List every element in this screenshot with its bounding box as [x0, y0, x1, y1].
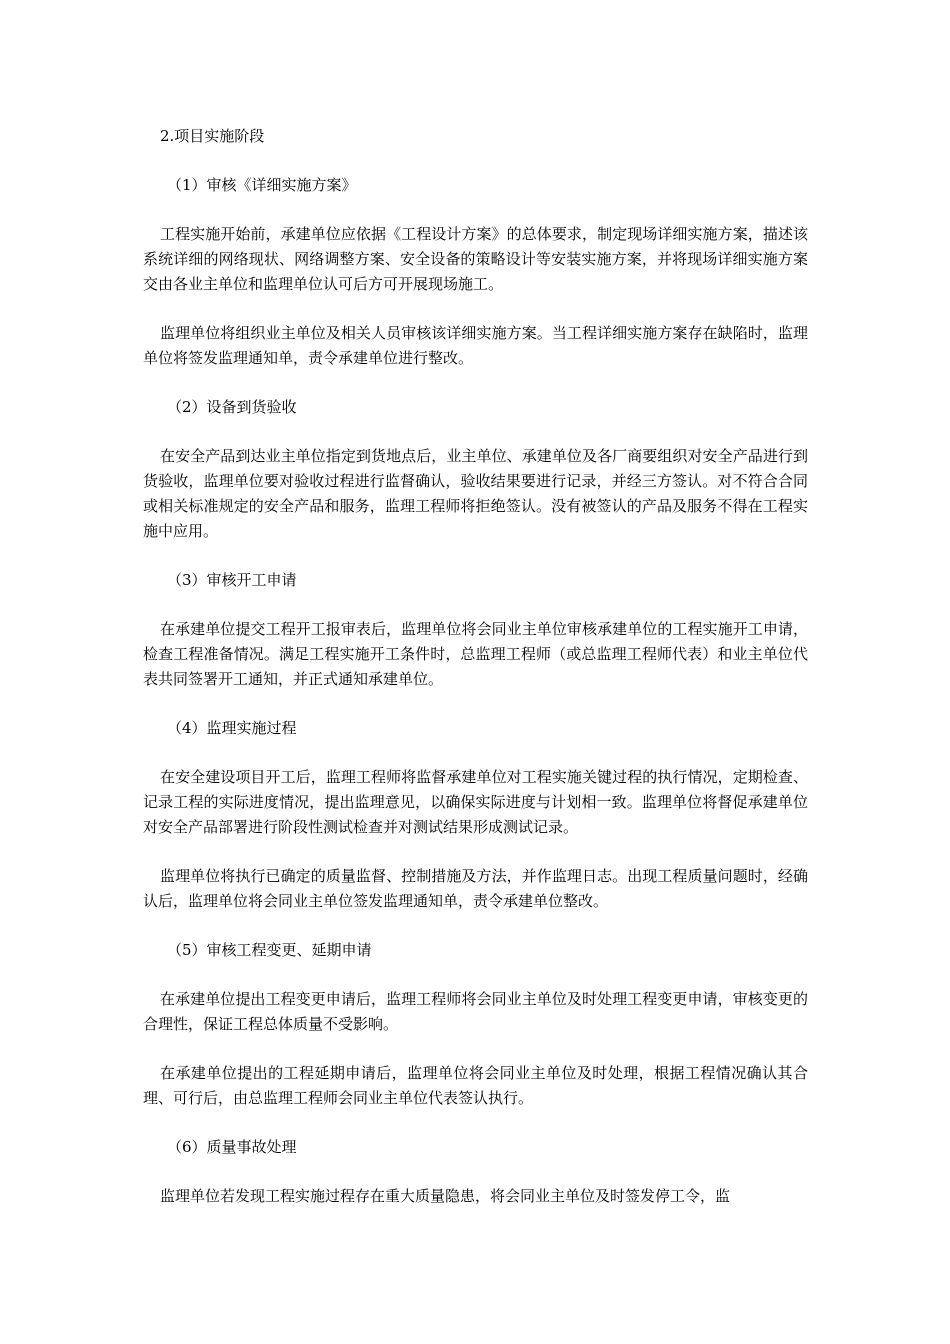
- spacer: [143, 198, 808, 222]
- subheading-6: （6）质量事故处理: [167, 1138, 297, 1156]
- spacer: [143, 593, 808, 617]
- subheading-4: （4）监理实施过程: [167, 719, 297, 737]
- spacer: [143, 149, 808, 173]
- paragraph: 在承建单位提交工程开工报审表后，监理单位将会同业主单位审核承建单位的工程实施开工申请，检查工程准备情况。满足工程实施开工条件时，总监理工程师（或总监理工程师代表）和业主单位代表共同签署开工通知，并正式通知承建单位。: [143, 620, 808, 688]
- subheading-2: （2）设备到货验收: [167, 398, 297, 416]
- spacer: [143, 420, 808, 444]
- section-title: 2.项目实施阶段: [160, 127, 265, 145]
- spacer: [143, 544, 808, 568]
- spacer: [143, 840, 808, 864]
- paragraph: 在承建单位提出的工程延期申请后，监理单位将会同业主单位及时处理，根据工程情况确认其合理、可行后，由总监理工程师会同业主单位代表签认执行。: [143, 1064, 808, 1107]
- paragraph: 监理单位若发现工程实施过程存在重大质量隐患，将会同业主单位及时签发停工令，监: [160, 1187, 731, 1205]
- spacer: [143, 1037, 808, 1061]
- subheading-5: （5）审核工程变更、延期申请: [167, 941, 372, 959]
- paragraph: 工程实施开始前，承建单位应依据《工程设计方案》的总体要求，制定现场详细实施方案，描述该系统详细的网络现状、网络调整方案、安全设备的策略设计等安装实施方案，并将现场详细实施方案交由各业主单位和监理单位认可后方可开展现场施工。: [143, 225, 808, 293]
- paragraph: 在承建单位提出工程变更申请后，监理工程师将会同业主单位及时处理工程变更申请，审核变更的合理性，保证工程总体质量不受影响。: [143, 990, 808, 1033]
- document-body: [143, 124, 808, 1209]
- spacer: [143, 1160, 808, 1184]
- spacer: [143, 1111, 808, 1135]
- paragraph: 在安全产品到达业主单位指定到货地点后，业主单位、承建单位及各厂商要组织对安全产品进行到货验收，监理单位要对验收过程进行监督确认，验收结果要进行记录，并经三方签认。对不符合合同或相关标准规定的安全产品和服务，监理工程师将拒绝签认。没有被签认的产品及服务不得在工程实施中应用。: [143, 447, 808, 540]
- subheading-3: （3）审核开工申请: [167, 571, 297, 589]
- spacer: [143, 914, 808, 938]
- spacer: [143, 741, 808, 765]
- spacer: [143, 371, 808, 395]
- subheading-1: （1）审核《详细实施方案》: [167, 176, 357, 194]
- paragraph: 监理单位将组织业主单位及相关人员审核该详细实施方案。当工程详细实施方案存在缺陷时，监理单位将签发监理通知单，责令承建单位进行整改。: [143, 324, 808, 367]
- paragraph: 监理单位将执行已确定的质量监督、控制措施及方法，并作监理日志。出现工程质量问题时，经确认后，监理单位将会同业主单位签发监理通知单，责令承建单位整改。: [143, 867, 808, 910]
- spacer: [143, 692, 808, 716]
- spacer: [143, 297, 808, 321]
- spacer: [143, 963, 808, 987]
- paragraph: 在安全建设项目开工后，监理工程师将监督承建单位对工程实施关键过程的执行情况，定期检查、记录工程的实际进度情况，提出监理意见，以确保实际进度与计划相一致。监理单位将督促承建单位对安全产品部署进行阶段性测试检查并对测试结果形成测试记录。: [143, 768, 808, 836]
